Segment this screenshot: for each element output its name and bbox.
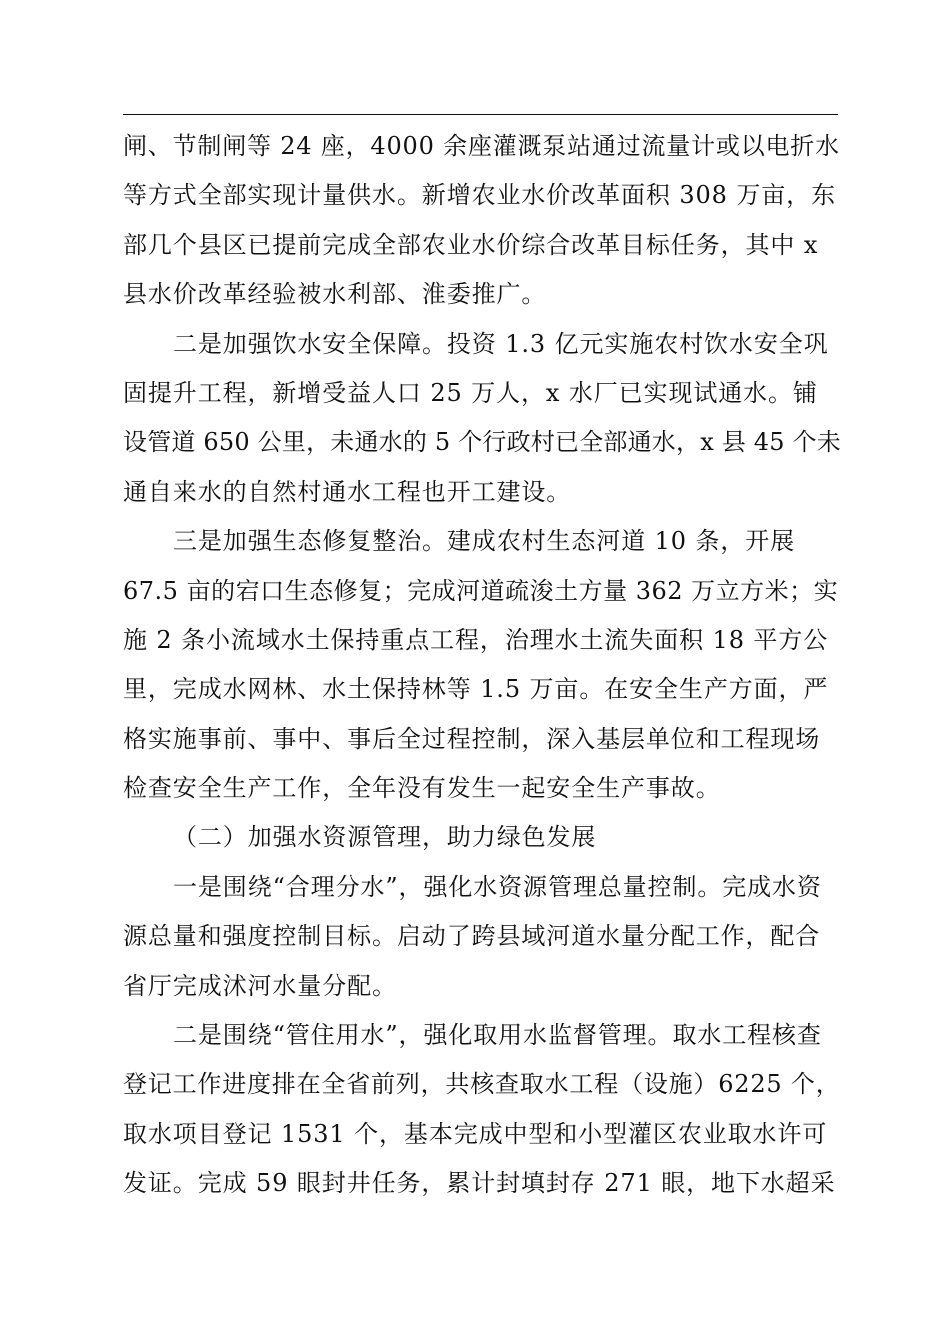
header-rule bbox=[123, 114, 838, 115]
text-line: 里，完成水网林、水土保持林等 1.5 万亩。在安全生产方面，严 bbox=[123, 675, 829, 704]
paragraph-start-line: 二是围绕“管住用水”，强化取用水监督管理。取水工程核查 bbox=[173, 1021, 822, 1050]
paragraph-start-line: 一是围绕“合理分水”，强化水资源管理总量控制。完成水资 bbox=[173, 872, 822, 901]
paragraph-start-line: 三是加强生态修复整治。建成农村生态河道 10 条，开展 bbox=[173, 527, 796, 556]
paragraph-start-line: 二是加强饮水安全保障。投资 1.3 亿元实施农村饮水安全巩 bbox=[173, 329, 829, 358]
text-line: 通自来水的自然村通水工程也开工建设。 bbox=[123, 477, 572, 506]
text-line: 县水价改革经验被水利部、淮委推广。 bbox=[123, 280, 547, 309]
text-line: 登记工作进度排在全省前列，共核查取水工程（设施）6225 个， bbox=[123, 1070, 841, 1099]
text-line: 取水项目登记 1531 个，基本完成中型和小型灌区农业取水许可 bbox=[123, 1119, 828, 1148]
text-line: 固提升工程，新增受益人口 25 万人，x 水厂已实现试通水。铺 bbox=[123, 378, 818, 407]
text-line: 施 2 条小流域水土保持重点工程，治理水土流失面积 18 平方公 bbox=[123, 625, 829, 654]
text-line: 设管道 650 公里，未通水的 5 个行政村已全部通水，x 县 45 个未 bbox=[123, 428, 841, 457]
section-heading: （二）加强水资源管理，助力绿色发展 bbox=[173, 823, 597, 852]
text-line: 发证。完成 59 眼封井任务，累计封填封存 271 眼，地下水超采 bbox=[123, 1169, 836, 1198]
text-line: 格实施事前、事中、事后全过程控制，深入基层单位和工程现场 bbox=[123, 724, 821, 753]
text-line: 等方式全部实现计量供水。新增农业水价改革面积 308 万亩，东 bbox=[123, 181, 836, 210]
document-body bbox=[123, 122, 841, 1209]
text-line: 部几个县区已提前完成全部农业水价综合改革目标任务，其中 x bbox=[123, 230, 819, 259]
text-line: 源总量和强度控制目标。启动了跨县域河道水量分配工作，配合 bbox=[123, 922, 821, 951]
text-line: 检查安全生产工作，全年没有发生一起安全生产事故。 bbox=[123, 774, 721, 803]
text-line: 闸、节制闸等 24 座，4000 余座灌溉泵站通过流量计或以电折水 bbox=[123, 132, 840, 160]
text-line: 67.5 亩的宕口生态修复；完成河道疏浚土方量 362 万立方米；实 bbox=[123, 576, 839, 605]
text-line: 省厅完成沭河水量分配。 bbox=[123, 971, 397, 1000]
